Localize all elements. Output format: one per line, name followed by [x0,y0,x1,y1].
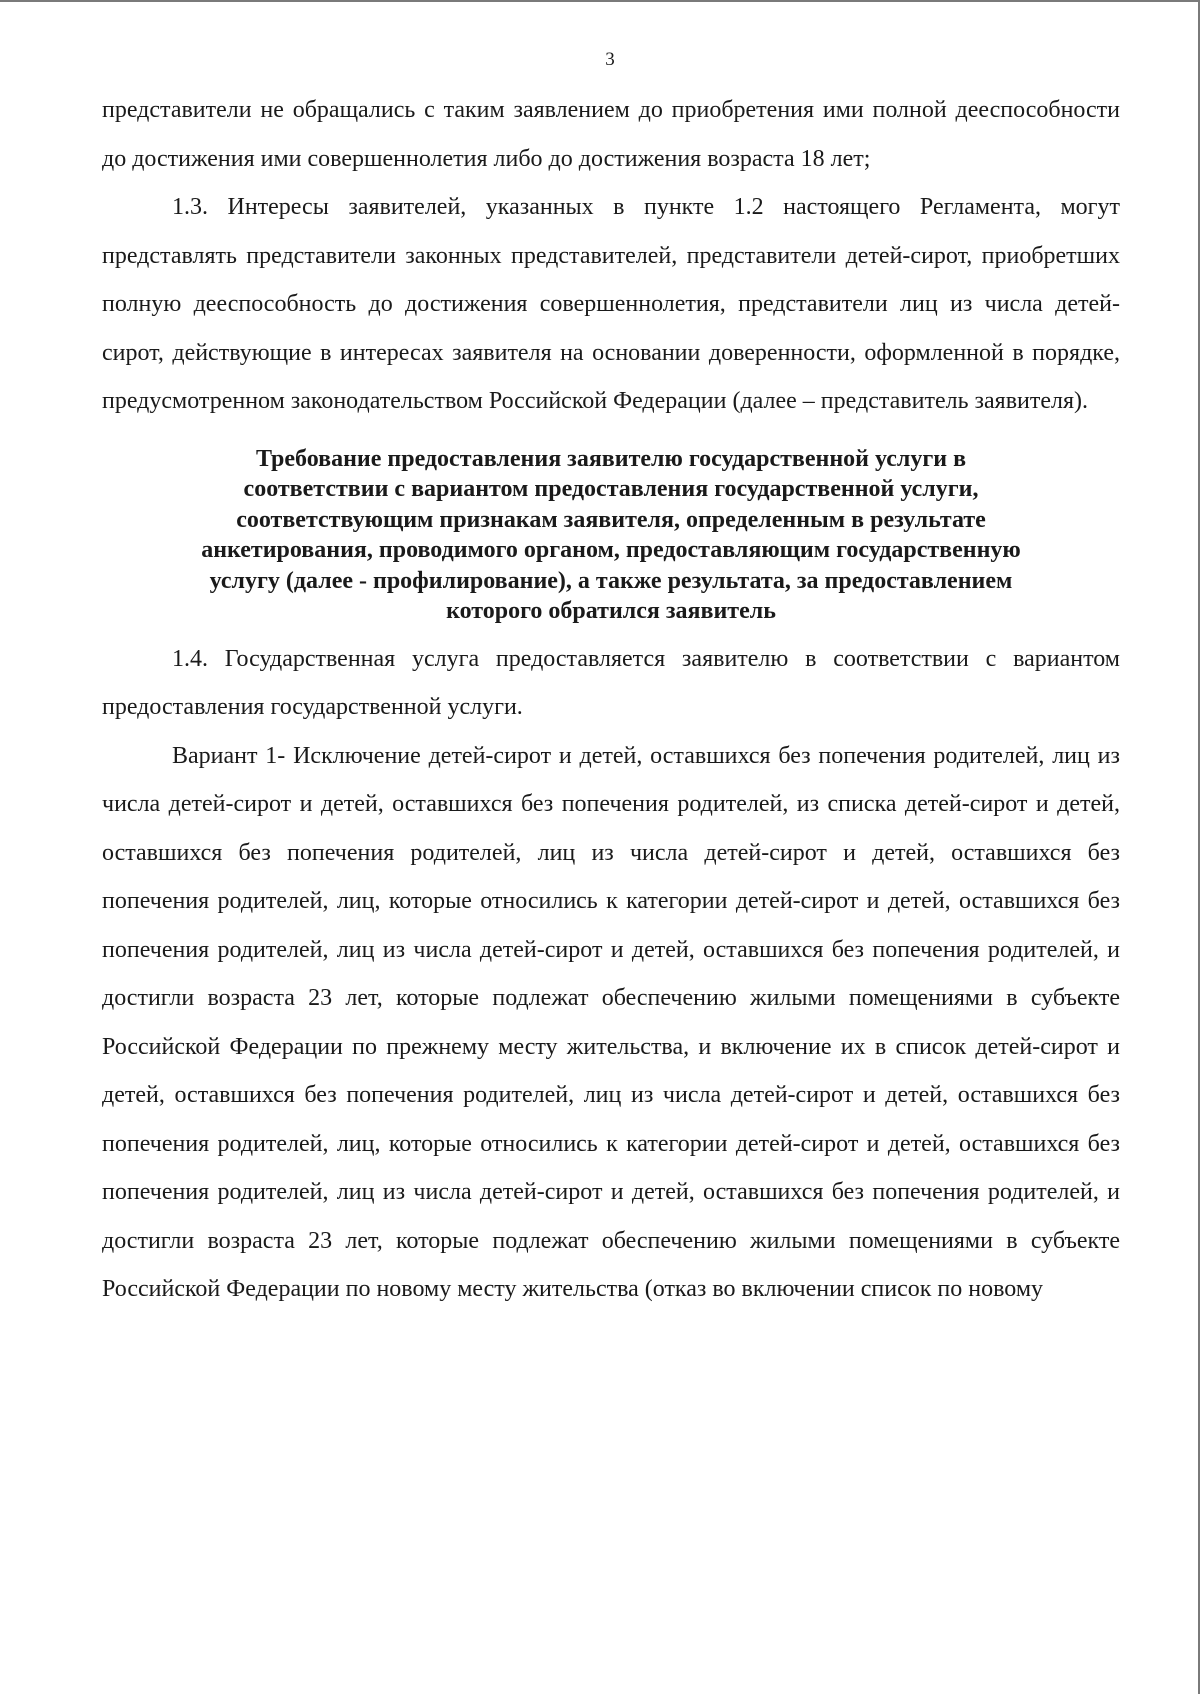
heading-line: услугу (далее - профилирование), а также результата, за предоставлением [209,567,1013,594]
heading-line: Требование предоставления заявителю государственной услуги в [255,445,967,472]
heading-line: соответствующим признакам заявителя, определенным в результате [236,506,986,533]
page-edge-top [0,0,1200,2]
section-heading [102,444,1120,627]
heading-line: соответствии с вариантом предоставления государственной услуги, [243,476,979,502]
page-number: 3 [605,49,615,70]
paragraph-continuation: представители не обращались с таким заявлением до приобретения ими полной дееспособности до достижения ими совершеннолетия либо до достижения возраста 18 лет; [102,97,1120,172]
heading-line: которого обратился заявитель [446,598,776,624]
paragraph-1-4: 1.4. Государственная услуга предоставляется заявителю в соответствии с вариантом предоставления государственной услуги. [102,645,1120,720]
paragraph-variant-1: Вариант 1- Исключение детей-сирот и детей, оставшихся без попечения родителей, лиц из числа детей-сирот и детей, оставшихся без попечения родителей, из списка детей-сирот и детей, оставшихся без попечения родителей, лиц из числа детей-сирот и детей, оставшихся без попечения родителей, лиц, которые относились к категории детей-сирот и детей, оставшихся без попечения родителей, лиц из числа детей-сирот и детей, оставшихся без попечения родителей, и достигли возраста 23 лет, которые подлежат обеспечению жилыми помещениями в субъекте Российской Федерации по прежнему месту жительства, и включение их в список детей-сирот и детей, оставшихся без попечения родителей, лиц из числа детей-сирот и детей, оставшихся без попечения родителей, лиц, которые относились к категории детей-сирот и детей, оставшихся без попечения родителей, лиц из числа детей-сирот и детей, оставшихся без попечения родителей, и достигли возраста 23 лет, которые подлежат обеспечению жилыми помещениями в субъекте Российской Федерации по новому месту жительства (отказ во включении список по новому [102,742,1120,1302]
paragraph-1-3: 1.3. Интересы заявителей, указанных в пункте 1.2 настоящего Регламента, могут представлять представители законных представителей, представители детей-сирот, приобретших полную дееспособность до достижения совершеннолетия, представители лиц из числа детей-сирот, действующие в интересах заявителя на основании доверенности, оформленной в порядке, предусмотренном законодательством Российской Федерации (далее – представитель заявителя). [102,194,1120,414]
document-body [102,86,1120,1314]
heading-line: анкетирования, проводимого органом, предоставляющим государственную [201,537,1021,563]
